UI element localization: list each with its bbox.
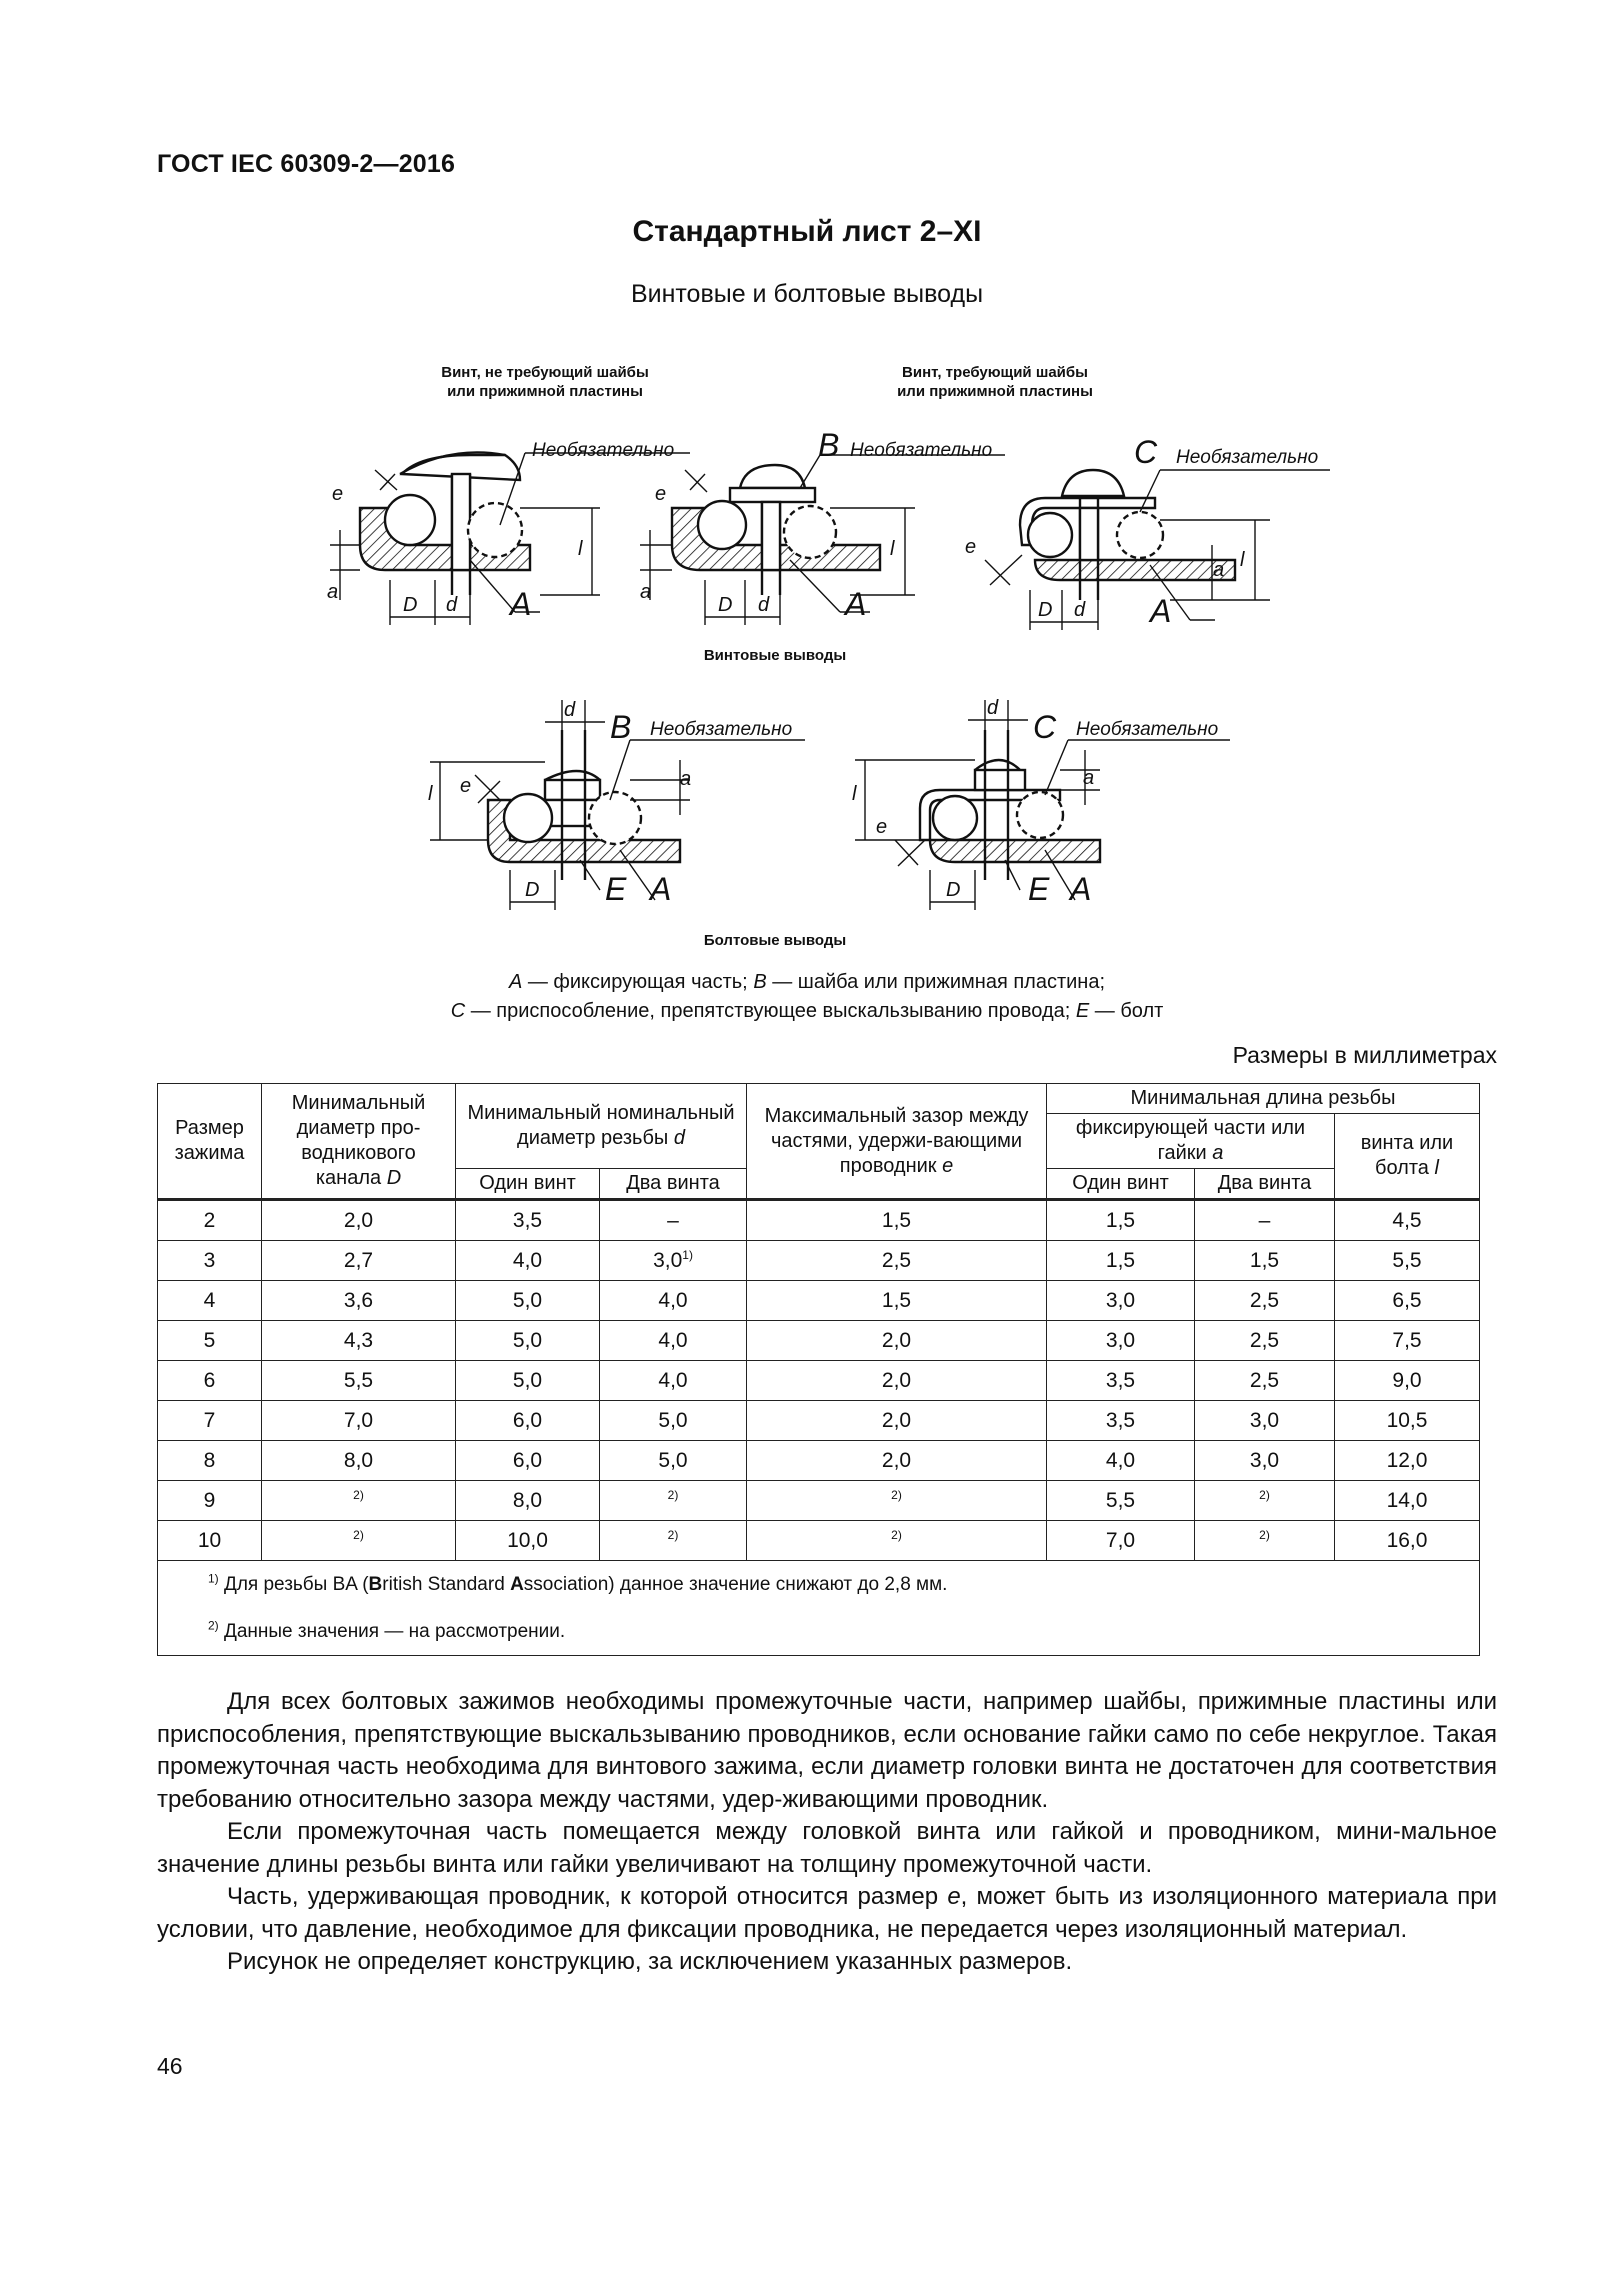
paragraph-4: Рисунок не определяет конструкцию, за исключением указанных размеров. — [227, 1948, 1073, 1975]
cell-l: 12,0 — [1335, 1441, 1480, 1481]
label-A-4: A — [650, 871, 672, 907]
label-C-1: C — [1134, 434, 1158, 470]
cell-size: 6 — [158, 1361, 262, 1401]
legend-line-2: C — приспособление, препятствующее выскальзыванию провода; E — болт — [450, 1000, 1164, 1022]
page-subtitle: Винтовые и болтовые выводы — [630, 280, 984, 308]
label-d-2: d — [758, 594, 770, 616]
cell-size: 5 — [158, 1321, 262, 1361]
label-optional-2: Необязательно — [850, 440, 993, 461]
label-a-4: a — [680, 768, 692, 790]
label-l-1: l — [578, 538, 583, 560]
label-D-1: D — [403, 594, 418, 616]
label-e-5: e — [876, 816, 888, 838]
table-body — [158, 1200, 1480, 1561]
cell-d1: 4,0 — [456, 1241, 600, 1281]
header-size: Размер зажима — [158, 1084, 262, 1200]
caption-screw-terminals: Винтовые выводы — [703, 647, 847, 664]
header-screw-bolt: винта или болта l — [1335, 1114, 1480, 1200]
cell-e: 2,0 — [747, 1361, 1047, 1401]
label-optional-5: Необязательно — [1076, 719, 1219, 740]
label-l-4: l — [428, 783, 433, 805]
label-B-1: B — [818, 427, 840, 463]
label-e-1: e — [332, 483, 344, 505]
document-id: ГОСТ IEC 60309-2—2016 — [157, 150, 456, 178]
header-min-diam: Минимальный диаметр про-водникового канала D — [262, 1084, 456, 1200]
label-optional-4: Необязательно — [650, 719, 793, 740]
header-min-nom: Минимальный номинальный диаметр резьбы d — [456, 1084, 747, 1169]
cell-e: 2,0 — [747, 1321, 1047, 1361]
label-e-4: e — [460, 775, 472, 797]
label-l-2: l — [890, 538, 895, 560]
cell-d2: 3,0$^{1)}$ — [600, 1241, 747, 1281]
cell-d2: 4,0 — [600, 1321, 747, 1361]
cell-l: 5,5 — [1335, 1241, 1480, 1281]
caption-bolt-terminals: Болтовые выводы — [703, 932, 847, 949]
header-max-gap: Максимальный зазор между частями, удержи-вающими проводник e — [747, 1084, 1047, 1200]
cell-a2: 1,5 — [1195, 1241, 1335, 1281]
label-d-5: d — [987, 697, 999, 719]
footnote-2: $^{2)}$ Данные значения — на рассмотрении. — [158, 1608, 1480, 1656]
cell-size: 8 — [158, 1441, 262, 1481]
cell-e: 2,0 — [747, 1401, 1047, 1441]
table-row — [158, 1200, 1480, 1241]
cell-a1: 5,5 — [1047, 1481, 1195, 1521]
label-a-5: a — [1083, 767, 1095, 789]
header-one-screw: Один винт — [456, 1169, 600, 1200]
label-a-1: a — [327, 581, 339, 603]
table-row — [158, 1281, 1480, 1321]
label-optional-1: Необязательно — [532, 440, 675, 461]
label-optional-3: Необязательно — [1176, 447, 1319, 468]
cell-size: 10 — [158, 1521, 262, 1561]
label-B-2: B — [610, 709, 632, 745]
cell-a2: 2) — [1195, 1521, 1335, 1561]
label-a-3: a — [1213, 559, 1225, 581]
cell-d2: 5,0 — [600, 1401, 747, 1441]
label-l-5: l — [852, 783, 857, 805]
caption-screw-no-washer: Винт, не требующий шайбы или прижимной пластины — [441, 364, 649, 400]
cell-size: 3 — [158, 1241, 262, 1281]
cell-e: 2) — [747, 1521, 1047, 1561]
cell-e: 1,5 — [747, 1281, 1047, 1321]
cell-d2: 4,0 — [600, 1361, 747, 1401]
cell-a2: 3,0 — [1195, 1441, 1335, 1481]
table-footnotes — [158, 1561, 1480, 1656]
label-E-1: E — [605, 871, 627, 907]
cell-d2: – — [600, 1200, 747, 1241]
label-A-1: A — [510, 586, 532, 622]
cell-d1: 6,0 — [456, 1441, 600, 1481]
label-d-1: d — [446, 594, 458, 616]
cell-l: 9,0 — [1335, 1361, 1480, 1401]
units-note: Размеры в миллиметрах — [1232, 1042, 1497, 1068]
label-e-3: e — [965, 536, 977, 558]
cell-a1: 1,5 — [1047, 1241, 1195, 1281]
cell-d2: 2) — [600, 1521, 747, 1561]
cell-e: 2,5 — [747, 1241, 1047, 1281]
cell-size: 4 — [158, 1281, 262, 1321]
body-text — [157, 1686, 1497, 1979]
header-two-screws-2: Два винта — [1195, 1169, 1335, 1200]
label-A-3: A — [1150, 593, 1172, 629]
label-D-3: D — [1038, 599, 1053, 621]
drawing-screw-washer — [640, 455, 1005, 625]
cell-size: 2 — [158, 1200, 262, 1241]
label-E-2: E — [1028, 871, 1050, 907]
label-D-4: D — [525, 879, 540, 901]
cell-d1: 3,5 — [456, 1200, 600, 1241]
label-D-5: D — [946, 879, 961, 901]
cell-d1: 5,0 — [456, 1361, 600, 1401]
label-D-2: D — [718, 594, 733, 616]
cell-l: 7,5 — [1335, 1321, 1480, 1361]
table-row — [158, 1481, 1480, 1521]
label-d-4: d — [564, 699, 576, 721]
cell-D: 2,7 — [262, 1241, 456, 1281]
table-row — [158, 1241, 1480, 1281]
cell-l: 4,5 — [1335, 1200, 1480, 1241]
cell-d2: 2) — [600, 1481, 747, 1521]
cell-d1: 10,0 — [456, 1521, 600, 1561]
header-one-screw-2: Один винт — [1047, 1169, 1195, 1200]
cell-a1: 3,0 — [1047, 1321, 1195, 1361]
label-C-2: C — [1033, 709, 1057, 745]
table-row — [158, 1361, 1480, 1401]
cell-a1: 1,5 — [1047, 1200, 1195, 1241]
legend-line-1: A — фиксирующая часть; B — шайба или прижимная пластина; — [508, 971, 1106, 993]
cell-l: 6,5 — [1335, 1281, 1480, 1321]
cell-D: 7,0 — [262, 1401, 456, 1441]
paragraph-2: Если промежуточная часть помещается между головкой винта или гайкой и проводником, мини-мальное значение длины резьбы винта или гайки увеличивают на толщину промежуточной части. — [157, 1818, 1497, 1878]
cell-a2: 2) — [1195, 1481, 1335, 1521]
cell-a1: 4,0 — [1047, 1441, 1195, 1481]
header-two-screws: Два винта — [600, 1169, 747, 1200]
cell-l: 14,0 — [1335, 1481, 1480, 1521]
cell-D: 3,6 — [262, 1281, 456, 1321]
cell-D: 4,3 — [262, 1321, 456, 1361]
cell-d1: 8,0 — [456, 1481, 600, 1521]
header-min-len: Минимальная длина резьбы — [1047, 1084, 1480, 1114]
cell-D: 2) — [262, 1521, 456, 1561]
figure-legend — [0, 968, 1614, 1026]
cell-e: 2,0 — [747, 1441, 1047, 1481]
caption-screw-washer: Винт, требующий шайбы или прижимной пластины — [897, 364, 1093, 400]
paragraph-3: Часть, удерживающая проводник, к которой относится размер e, может быть из изоляционного материала при условии, что давление, необходимое для фиксации проводника, не передается через изоляционный материал. — [157, 1883, 1497, 1943]
page-number: 46 — [157, 2053, 183, 2079]
cell-size: 9 — [158, 1481, 262, 1521]
cell-l: 10,5 — [1335, 1401, 1480, 1441]
page-title: Стандартный лист 2–XI — [632, 215, 982, 248]
cell-a1: 7,0 — [1047, 1521, 1195, 1561]
label-a-2: a — [640, 581, 652, 603]
header-fix-part: фиксирующей части или гайки a — [1047, 1114, 1335, 1169]
table-row — [158, 1521, 1480, 1561]
cell-e: 2) — [747, 1481, 1047, 1521]
terminals-drawing — [0, 0, 1614, 960]
cell-d2: 5,0 — [600, 1441, 747, 1481]
cell-size: 7 — [158, 1401, 262, 1441]
cell-e: 1,5 — [747, 1200, 1047, 1241]
cell-D: 2) — [262, 1481, 456, 1521]
cell-a1: 3,5 — [1047, 1361, 1195, 1401]
cell-a2: 3,0 — [1195, 1401, 1335, 1441]
cell-a2: 2,5 — [1195, 1361, 1335, 1401]
cell-d1: 5,0 — [456, 1281, 600, 1321]
dimensions-table — [157, 1083, 1480, 1656]
cell-a2: 2,5 — [1195, 1321, 1335, 1361]
cell-a1: 3,5 — [1047, 1401, 1195, 1441]
cell-d1: 5,0 — [456, 1321, 600, 1361]
label-e-2: e — [655, 483, 667, 505]
label-d-3: d — [1074, 599, 1086, 621]
label-l-3: l — [1240, 549, 1245, 571]
cell-a2: 2,5 — [1195, 1281, 1335, 1321]
table-row — [158, 1401, 1480, 1441]
label-A-5: A — [1070, 871, 1092, 907]
label-A-2: A — [845, 586, 867, 622]
table-row — [158, 1321, 1480, 1361]
cell-d2: 4,0 — [600, 1281, 747, 1321]
cell-a2: – — [1195, 1200, 1335, 1241]
cell-d1: 6,0 — [456, 1401, 600, 1441]
cell-l: 16,0 — [1335, 1521, 1480, 1561]
footnote-1: $^{1)}$ Для резьбы BA (British Standard Association) данное значение снижают до 2,8 мм. — [158, 1561, 1480, 1609]
cell-a1: 3,0 — [1047, 1281, 1195, 1321]
cell-D: 8,0 — [262, 1441, 456, 1481]
paragraph-1: Для всех болтовых зажимов необходимы промежуточные части, например шайбы, прижимные пластины или приспособления, препятствующие выскальзыванию проводников, если основание гайки само по себе некруглое. Такая промежуточная часть необходима для винтового зажима, если диаметр головки винта не достаточен для соответствия требованию относительно зазора между частями, удер-живающими проводник. — [157, 1688, 1497, 1813]
table-row — [158, 1441, 1480, 1481]
cell-D: 2,0 — [262, 1200, 456, 1241]
cell-D: 5,5 — [262, 1361, 456, 1401]
